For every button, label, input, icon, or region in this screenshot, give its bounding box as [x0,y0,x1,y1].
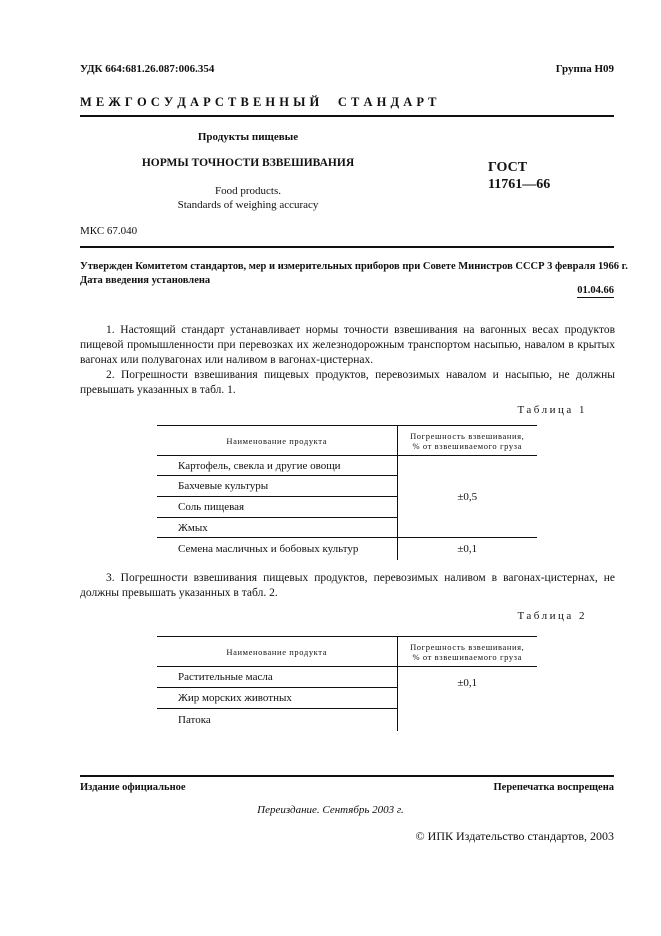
table-row [157,538,537,560]
table-2 [157,636,537,731]
product-title-en: Food products. [215,185,281,197]
table1-row-name: Бахчевые культуры [157,476,397,497]
product-title-ru: Продукты пищевые [197,131,299,143]
table1-value-group: ±0,5 [397,456,537,538]
table2-row-name: Патока [178,713,211,726]
paragraph-1: 1. Настоящий стандарт устанавливает нормы точности взвешивания на вагонных весах продуктов пищевой промышленности при перевозках их железнодорожным транспортом насыпью, навалом в крытых вагонах или полувагонах или наливом в вагонах-цистернах. [80,324,615,366]
paragraph-3: 3. Погрешности взвешивания пищевых продуктов, перевозимых наливом в вагонах-цистернах, не должны превышать указанных в табл. 2. [80,572,615,599]
udk-code: УДК 664:681.26.087:006.354 [80,63,215,75]
gost-label: ГОСТ [488,160,528,175]
table1-row-name: Картофель, свекла и другие овощи [157,456,397,476]
table1-row-name: Соль пищевая [157,497,397,518]
reissue-note: Переиздание. Сентябрь 2003 г. [257,804,404,816]
reprint-prohibited: Перепечатка воспрещена [493,782,614,793]
table2-row-name: Жир морских животных [157,688,397,709]
header-divider [80,115,614,117]
table1-header [157,426,537,456]
effective-date-label: Дата введения установлена [80,275,211,286]
table2-row-name: Растительные масла [157,667,397,688]
table2-col-error: Погрешность взвешивания, % от взвешиваемого груза [397,637,537,667]
group-code: Группа Н09 [555,63,614,75]
copyright: © ИПК Издательство стандартов, 2003 [415,829,614,843]
effective-date: 01.04.66 [577,285,614,296]
gost-number: 11761—66 [488,177,551,192]
table-1 [157,425,537,560]
official-edition: Издание официальное [80,782,186,793]
approval-line: Утвержден Комитетом стандартов, мер и измерительных приборов при Совете Министров СССР 3 февраля 1966 г. [80,261,628,272]
table-row [157,456,537,476]
footer-divider [80,775,614,777]
table2-value-group: ±0,1 [397,667,537,731]
table1-col-product: Наименование продукта [157,426,397,456]
table2-caption: Таблица 2 [517,610,587,622]
standard-title-en: Standards of weighing accuracy [177,199,319,211]
paragraph-2: 2. Погрешности взвешивания пищевых продуктов, перевозимых навалом и насыпью, не должны превышать указанных в табл. 1. [80,369,615,396]
standard-type: М Е Ж Г О С У Д А Р С Т В Е Н Н Ы Й С Т А Н Д А Р Т [80,95,437,109]
table1-caption: Таблица 1 [517,404,587,416]
title-divider [80,246,614,248]
table1-value-last: ±0,1 [397,538,537,560]
table1-row-name: Семена масличных и бобовых культур [178,542,359,555]
standard-title-ru: НОРМЫ ТОЧНОСТИ ВЗВЕШИВАНИЯ [141,157,355,169]
table1-col-error: Погрешность взвешивания, % от взвешиваемого груза [397,426,537,456]
table-row [157,667,537,688]
table2-header [157,637,537,667]
table2-col-product: Наименование продукта [157,637,397,667]
mks-code: МКС 67.040 [80,225,138,237]
table1-row-name: Жмых [157,518,397,538]
